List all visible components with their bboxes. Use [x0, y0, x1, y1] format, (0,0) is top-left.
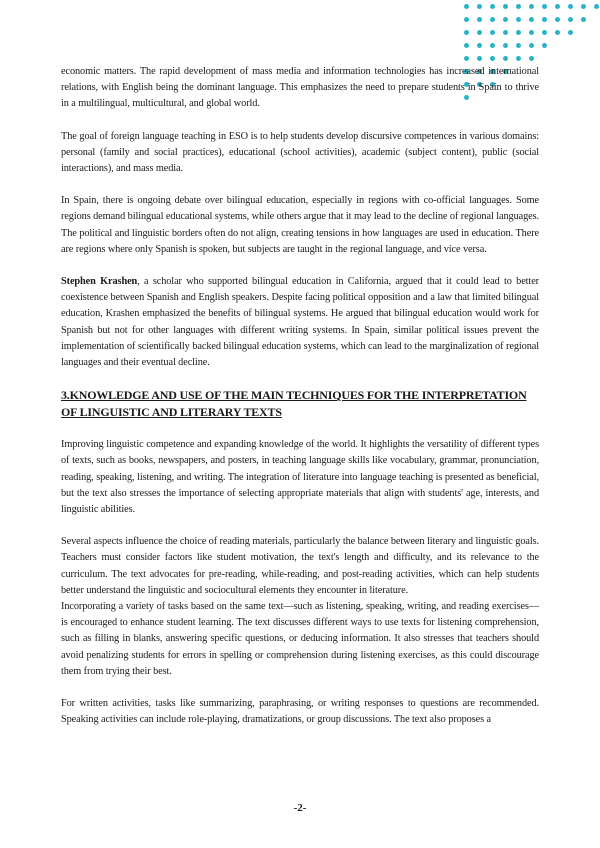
decorative-dot [516, 17, 521, 22]
paragraph-linguistic-competence: Improving linguistic competence and expanding knowledge of the world. It highlights the versatility of different types of texts, such as books, newspapers, and posters, in teaching language skills like vocabulary, grammar, pronunciation, reading, speaking, listening, and writing. The integration of literature into language teaching is presented as beneficial, but the text also stresses the importance of selecting appropriate materials that align with students' age, interests, and linguistic abilities. [61, 439, 539, 516]
decorative-dot [529, 4, 534, 9]
krashen-name: Stephen Krashen [61, 276, 138, 288]
decorative-dot [516, 56, 521, 61]
body-text [61, 64, 539, 745]
decorative-dot [516, 4, 521, 9]
decorative-dot [568, 17, 573, 22]
decorative-dot [464, 17, 469, 22]
decorative-dot [490, 56, 495, 61]
krashen-text: , a scholar who supported bilingual education in California, argued that it could lead to better coexistence between Spanish and English speakers. Despite facing political opposition and a law that limited bilingual education, Krashen emphasized the benefits of bilingual systems. He argued that bilingual education would work for Spanish but not for other languages with different writing systems. In Spain, similar political issues prevent the implementation of scientifically backed bilingual education systems, which can lead to the marginalization of regional languages and their eventual decline. [61, 276, 539, 369]
paragraph-krashen [61, 274, 539, 371]
paragraph-reading-materials: Several aspects influence the choice of reading materials, particularly the balance between literary and linguistic goals. Teachers must consider factors like student motivation, the text's length and difficulty, and its relevance to the curriculum. The text advocates for pre-reading, while-reading, and post-reading activities, which can help students better understand the linguistic and sociocultural elements they encounter in literature. [61, 536, 539, 596]
decorative-dot [542, 43, 547, 48]
decorative-dot [555, 4, 560, 9]
decorative-dot [477, 56, 482, 61]
decorative-dot [477, 43, 482, 48]
decorative-dot [555, 17, 560, 22]
decorative-dot [464, 43, 469, 48]
paragraph-eso-goals: The goal of foreign language teaching in ESO is to help students develop discursive competences in various domains: personal (family and social practices), educational (school activities), academic (subject content), public (social interactions), and mass media. [61, 130, 539, 175]
section-heading: 3.KNOWLEDGE AND USE OF THE MAIN TECHNIQUES FOR THE INTERPRETATION OF LINGUISTIC AND LITERARY TEXTS [61, 388, 527, 420]
decorative-dot [581, 17, 586, 22]
decorative-dot [542, 30, 547, 35]
decorative-dot [464, 56, 469, 61]
decorative-dot [542, 4, 547, 9]
decorative-dot [464, 4, 469, 9]
paragraph-global-world: economic matters. The rapid development of mass media and information technologies has increased international relations, with English being the dominant language. This emphasizes the need to prepare students in Spain to thrive in a multilingual, multicultural, and global world. [61, 66, 539, 110]
decorative-dot [529, 17, 534, 22]
page-number: -2- [293, 802, 307, 814]
decorative-dot [477, 4, 482, 9]
decorative-dot [503, 43, 508, 48]
decorative-dot [503, 56, 508, 61]
decorative-dot [542, 17, 547, 22]
decorative-dot [490, 17, 495, 22]
decorative-dot [568, 30, 573, 35]
paragraph-bilingual-debate: In Spain, there is ongoing debate over bilingual education, especially in regions with co-official languages. Some regions demand bilingual educational systems, while others argue that it may lead to the decline of regional languages. The political and linguistic borders often do not align, creating tensions in how languages are used in education. There are regions where only Spanish is spoken, but subjects are taught in the regional language, and vice versa. [61, 195, 539, 255]
decorative-dot [477, 17, 482, 22]
decorative-dot [516, 43, 521, 48]
decorative-dot [529, 56, 534, 61]
decorative-dot [529, 30, 534, 35]
decorative-dot [464, 30, 469, 35]
decorative-dot [555, 30, 560, 35]
decorative-dot [529, 43, 534, 48]
decorative-dot [503, 17, 508, 22]
decorative-dot [503, 30, 508, 35]
decorative-dot [490, 30, 495, 35]
paragraph-task-variety: Incorporating a variety of tasks based on the same text—such as listening, speaking, writing, and reading exercises—is encouraged to enhance student learning. The text discusses different ways to use texts for listening comprehension, such as filling in blanks, answering specific questions, or deducing information. It also stresses that teachers should avoid penalizing students for errors in spelling or comprehension during listening exercises, as this could discourage them from trying their best. [61, 601, 539, 677]
decorative-dot [516, 30, 521, 35]
paragraph-written-activities: For written activities, tasks like summarizing, paraphrasing, or writing responses to questions are recommended. Speaking activities can include role-playing, dramatizations, or group discussions. The text also proposes a [61, 698, 539, 726]
decorative-dot [490, 4, 495, 9]
decorative-dot [594, 4, 599, 9]
decorative-dot [490, 43, 495, 48]
decorative-dot [503, 4, 508, 9]
decorative-dot [477, 30, 482, 35]
decorative-dot [568, 4, 573, 9]
decorative-dot [581, 4, 586, 9]
